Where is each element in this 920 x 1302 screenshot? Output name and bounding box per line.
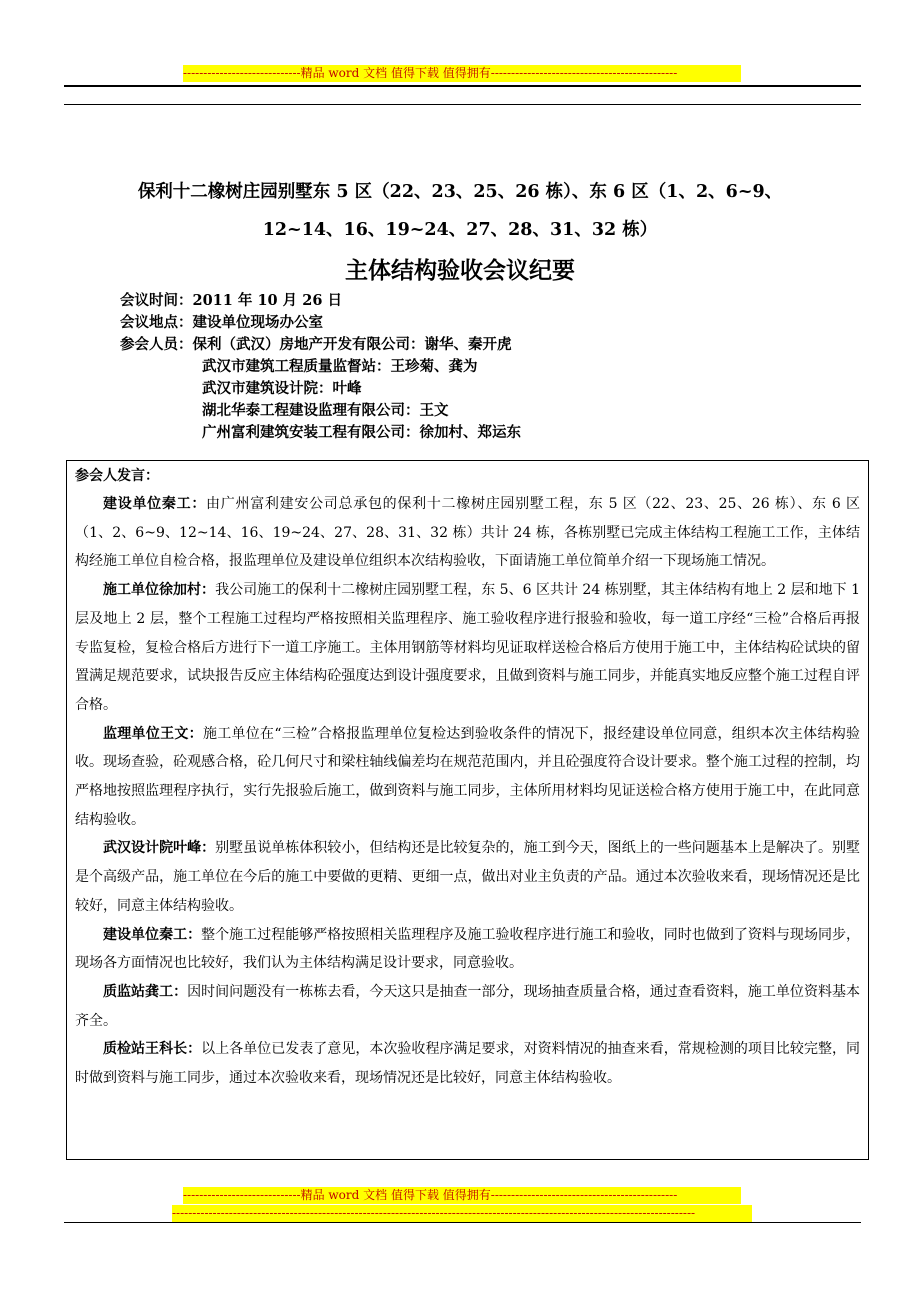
footer-banner-dashes: --------------------------------------------------------------------------------------------------------------------------------- xyxy=(172,1205,752,1222)
speaker-name: 武汉设计院叶峰： xyxy=(103,840,216,857)
speech-text: 因时间问题没有一栋栋去看，今天这只是抽查一部分，现场抽查质量合格，通过查看资料，施工单位资料基本齐全。 xyxy=(75,983,861,1029)
project-title-line-1: 保利十二橡树庄园别墅东 5 区（22、23、25、26 栋）、东 6 区（1、2、6~9、 xyxy=(137,182,783,202)
meeting-info xyxy=(120,290,521,444)
attendees-row xyxy=(120,334,521,356)
meeting-place xyxy=(120,312,521,334)
speech-paragraph xyxy=(75,720,860,835)
meeting-time-label: 会议时间： xyxy=(120,292,193,309)
speaker-name: 质检站王科长： xyxy=(103,1041,202,1058)
speaker-name: 建设单位秦工： xyxy=(103,926,202,943)
speech-paragraph xyxy=(75,921,860,978)
meeting-time xyxy=(120,290,521,312)
speech-paragraph xyxy=(75,834,860,920)
speaker-name: 监理单位王文： xyxy=(103,725,203,742)
speech-text: 以上各单位已发表了意见，本次验收程序满足要求，对资料情况的抽查来看，常规检测的项目比较完整，同时做到资料与施工同步，通过本次验收来看，现场情况还是比较好，同意主体结构验收。 xyxy=(75,1041,861,1087)
meeting-place-value: 建设单位现场办公室 xyxy=(192,314,323,331)
speech-paragraph xyxy=(75,576,860,720)
speech-paragraph xyxy=(75,1035,860,1092)
attendee-org: 武汉市建筑设计院：叶峰 xyxy=(202,380,362,397)
header-rule-thin xyxy=(64,104,861,105)
minutes-box xyxy=(66,460,869,1160)
header-rule-thick xyxy=(64,85,861,87)
speech-paragraph xyxy=(75,978,860,1035)
speaker-name: 质监站龚工： xyxy=(103,983,188,1000)
footer-banner: -----------------------------精品 word 文档 值得下载 值得拥有---------------------------------------------- xyxy=(183,1187,741,1204)
speech-text: 施工单位在“三检”合格报监理单位复检达到验收条件的情况下，报经建设单位同意，组织本次主体结构验收。现场查验，砼观感合格，砼几何尺寸和梁柱轴线偏差均在规范范围内，并且砼强度符合设计要求。整个施工过程的控制，均严格地按照监理程序执行，实行先报验后施工，做到资料与施工同步，主体所用材料均见证送检合格方使用于施工中，在此同意结构验收。 xyxy=(75,725,861,828)
minutes-heading: 参会人发言： xyxy=(75,468,159,484)
meeting-time-value: 2011 年 10 月 26 日 xyxy=(192,292,342,309)
speaker-name: 施工单位徐加村： xyxy=(103,582,216,599)
speech-paragraph xyxy=(75,490,860,576)
header-banner: -----------------------------精品 word 文档 值得下载 值得拥有---------------------------------------------- xyxy=(183,65,741,82)
speaker-name: 建设单位秦工： xyxy=(103,496,207,512)
meeting-place-label: 会议地点： xyxy=(120,314,193,331)
footer-rule xyxy=(64,1222,861,1223)
speech-text: 由广州富利建安公司总承包的保利十二橡树庄园别墅工程，东 5 区（22、23、25、26 栋）、东 6 区（1、2、6~9、12~14、16、19~24、27、28、31、32 栋）共计 24 栋，各栋别墅已完成主体结构工程施工工作，主体结构经施工单位自检合格，报监理单位及建设单位组织本次结构验收，下面请施工单位简单介绍一下现场施工情况。 xyxy=(75,496,861,570)
speech-text: 别墅虽说单栋体积较小，但结构还是比较复杂的，施工到今天，图纸上的一些问题基本上是解决了。别墅是个高级产品，施工单位在今后的施工中要做的更精、更细一点，做出对业主负责的产品。通过本次验收来看，现场情况还是比较好，同意主体结构验收。 xyxy=(75,840,861,914)
project-title-line-2: 12~14、16、19~24、27、28、31、32 栋） xyxy=(262,220,658,240)
speech-text: 整个施工过程能够严格按照相关监理程序及施工验收程序进行施工和验收，同时也做到了资料与现场同步，现场各方面情况也比较好，我们认为主体结构满足设计要求，同意验收。 xyxy=(75,926,861,972)
speech-text: 我公司施工的保利十二橡树庄园别墅工程，东 5、6 区共计 24 栋别墅，其主体结构有地上 2 层和地下 1 层及地上 2 层，整个工程施工过程均严格按照相关监理程序、施工验收程序进行报验和验收，每一道工序经“三检”合格后再报专监复检，复检合格后方进行下一道工序施工。主体用钢筋等材料均见证取样送检合格后方使用于施工中，主体结构砼试块的留置满足规范要求，试块报告反应主体结构砼强度达到设计强度要求，且做到资料与施工同步，并能真实地反应整个施工过程自评合格。 xyxy=(75,582,861,713)
attendee-org: 湖北华泰工程建设监理有限公司：王文 xyxy=(202,402,449,419)
attendee-org: 保利（武汉）房地产开发有限公司：谢华、秦开虎 xyxy=(192,336,512,353)
attendee-org: 广州富利建筑安装工程有限公司：徐加村、郑运东 xyxy=(202,424,521,441)
attendees-label: 参会人员： xyxy=(120,336,193,353)
document-title: 主体结构验收会议纪要 xyxy=(345,257,575,284)
attendee-org: 武汉市建筑工程质量监督站：王珍菊、龚为 xyxy=(202,358,478,375)
